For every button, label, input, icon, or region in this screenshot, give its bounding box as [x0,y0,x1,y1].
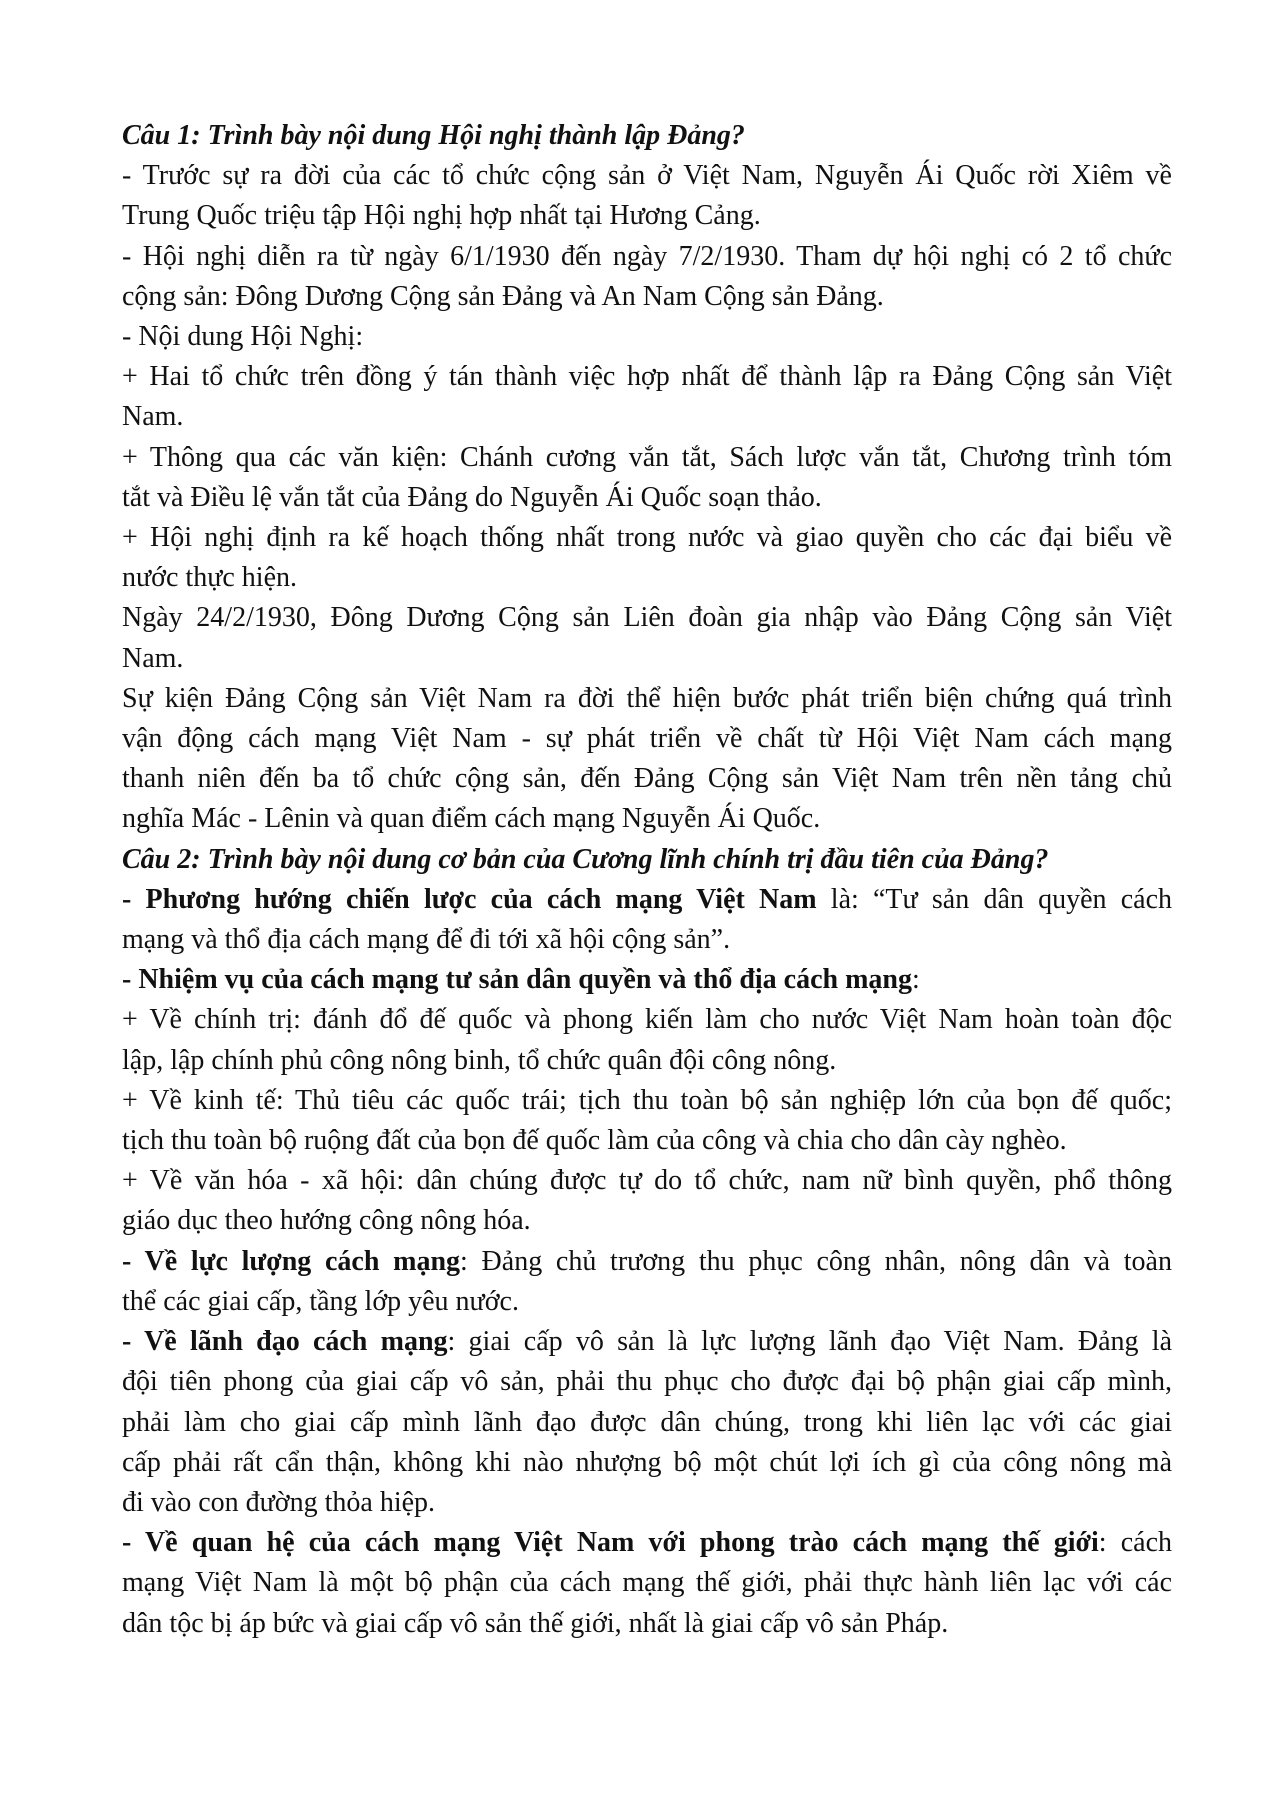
leader-detail-line: đội tiên phong của giai cấp vô sản, phải thu phục cho được đại bộ phận giai cấp mình, [122,1366,1172,1398]
q1-line: Ngày 24/2/1930, Đông Dương Cộng sản Liên đoàn gia nhập vào Đảng Cộng sản Việt [122,602,1172,634]
q1-line: Nam. [122,401,184,433]
question-2-heading: Câu 2: Trình bày nội dung cơ bản của Cương lĩnh chính trị đầu tiên của Đảng? [122,843,1049,875]
leader-bold: - Về lãnh đạo cách mạng [122,1326,448,1358]
direction-bold: - Phương hướng chiến lược của cách mạng Việt Nam [122,883,817,915]
q1-line: cộng sản: Đông Dương Cộng sản Đảng và An Nam Cộng sản Đảng. [122,280,884,312]
q1-line: vận động cách mạng Việt Nam - sự phát triển về chất từ Hội Việt Nam cách mạng [122,723,1172,755]
relation-bold: - Về quan hệ của cách mạng Việt Nam với phong trào cách mạng thế giới [122,1527,1099,1559]
q1-line: + Hội nghị định ra kế hoạch thống nhất trong nước và giao quyền cho các đại biểu về [122,522,1172,554]
leader-line [122,1322,1172,1362]
forces-bold: - Về lực lượng cách mạng [122,1245,461,1277]
q1-line: tắt và Điều lệ vắn tắt của Đảng do Nguyễn Ái Quốc soạn thảo. [122,481,822,513]
direction-line-2: mạng và thổ địa cách mạng để đi tới xã hội cộng sản”. [122,924,731,956]
task-line: lập, lập chính phủ công nông binh, tổ chức quân đội công nông. [122,1044,837,1076]
task-line: + Về văn hóa - xã hội: dân chúng được tự do tổ chức, nam nữ bình quyền, phổ thông [122,1165,1172,1197]
leader-detail-line: phải làm cho giai cấp mình lãnh đạo được dân chúng, trong khi liên lạc với các giai [122,1406,1172,1438]
q1-line: + Hai tổ chức trên đồng ý tán thành việc hợp nhất để thành lập ra Đảng Cộng sản Việt [122,361,1172,393]
task-line: tịch thu toàn bộ ruộng đất của bọn đế quốc làm của công và chia cho dân cày nghèo. [122,1125,1067,1157]
q1-line: nghĩa Mác - Lênin và quan điểm cách mạng Nguyễn Ái Quốc. [122,803,821,835]
relation-detail-line: mạng Việt Nam là một bộ phận của cách mạng thế giới, phải thực hành liên lạc với các [122,1567,1172,1599]
leader-rest: : giai cấp vô sản là lực lượng lãnh đạo Việt Nam. Đảng là [447,1326,1172,1358]
tasks-rest: : [912,964,920,996]
forces-line-2: thể các giai cấp, tầng lớp yêu nước. [122,1285,519,1317]
q1-line: Sự kiện Đảng Cộng sản Việt Nam ra đời thể hiện bước phát triển biện chứng quá trình [122,682,1172,714]
task-line: + Về chính trị: đánh đổ đế quốc và phong kiến làm cho nước Việt Nam hoàn toàn độc [122,1004,1172,1036]
relation-rest: : cách [1098,1527,1172,1559]
direction-rest: là: “Tư sản dân quyền cách [816,883,1173,915]
q1-line: - Trước sự ra đời của các tổ chức cộng sản ở Việt Nam, Nguyễn Ái Quốc rời Xiêm về [122,160,1172,192]
q1-line: Trung Quốc triệu tập Hội nghị hợp nhất tại Hương Cảng. [122,200,761,232]
q1-line: - Hội nghị diễn ra từ ngày 6/1/1930 đến ngày 7/2/1930. Tham dự hội nghị có 2 tổ chức [122,240,1172,272]
task-line: + Về kinh tế: Thủ tiêu các quốc trái; tịch thu toàn bộ sản nghiệp lớn của bọn đế quốc; [122,1084,1172,1116]
task-line: giáo dục theo hướng công nông hóa. [122,1205,531,1237]
document-page [122,116,1172,1644]
q1-line: + Thông qua các văn kiện: Chánh cương vắn tắt, Sách lược vắn tắt, Chương trình tóm [122,441,1172,473]
q1-line: Nam. [122,642,184,674]
question-1-heading: Câu 1: Trình bày nội dung Hội nghị thành lập Đảng? [122,120,745,151]
leader-detail-line: cấp phải rất cẩn thận, không khi nào nhượng bộ một chút lợi ích gì của công nông mà [122,1446,1172,1478]
relation-detail-line: dân tộc bị áp bức và giai cấp vô sản thế giới, nhất là giai cấp vô sản Pháp. [122,1607,949,1639]
leader-detail-line: đi vào con đường thỏa hiệp. [122,1486,436,1518]
q1-line: nước thực hiện. [122,562,297,594]
direction-line [122,880,1172,920]
q1-line: thanh niên đến ba tổ chức cộng sản, đến Đảng Cộng sản Việt Nam trên nền tảng chủ [122,763,1172,795]
tasks-line [122,960,1172,1000]
forces-line [122,1242,1172,1282]
forces-rest: : Đảng chủ trương thu phục công nhân, nông dân và toàn [460,1245,1172,1277]
relation-line [122,1523,1172,1563]
tasks-bold: - Nhiệm vụ của cách mạng tư sản dân quyền và thổ địa cách mạng [122,964,913,996]
q1-line: - Nội dung Hội Nghị: [122,321,364,353]
